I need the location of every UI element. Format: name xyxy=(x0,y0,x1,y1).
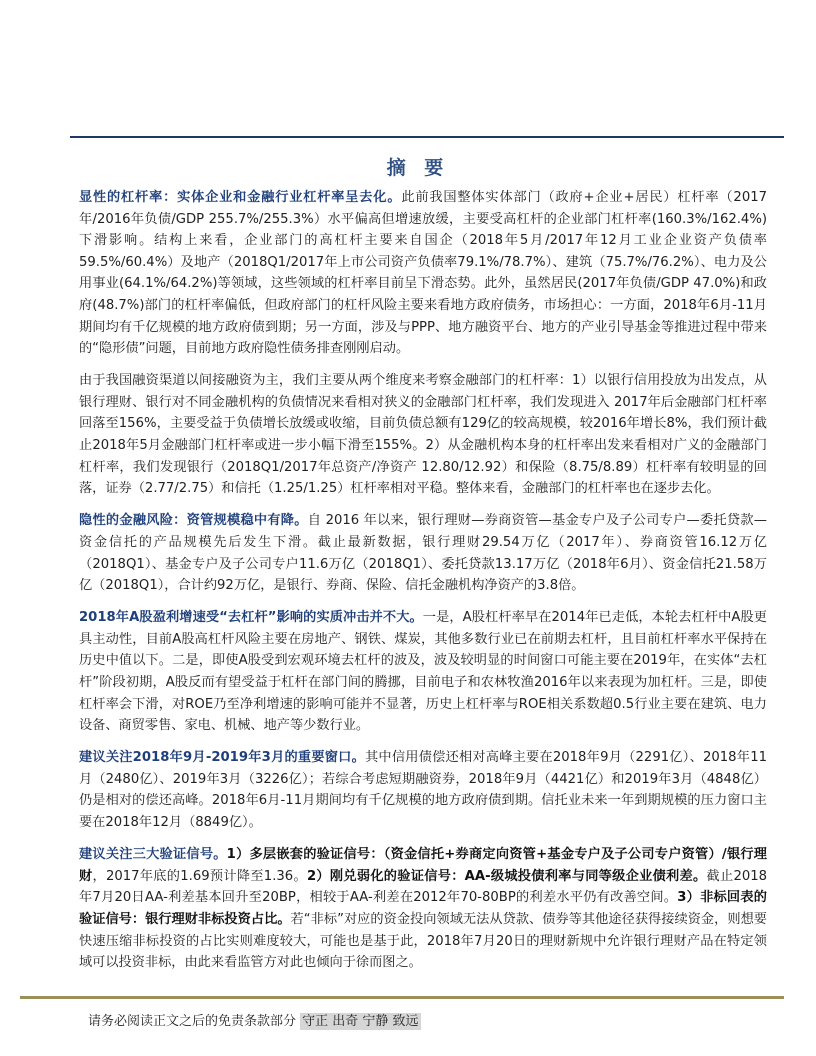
paragraph-heading: 显性的杠杆率：实体企业和金融行业杠杆率呈去化。 xyxy=(79,190,402,205)
page-title: 摘 要 xyxy=(386,157,450,179)
paragraph-heading: 隐性的金融风险：资管规模稳中有降。 xyxy=(79,513,308,529)
summary-body xyxy=(79,187,767,984)
footer-rule xyxy=(20,996,784,999)
paragraph-text: 一是，A股杠杆率早在2014年已走低，本轮去杠杆中A股更具主动性，目前A股高杠杆风险主要在房地产、钢铁、煤炭，其他多数行业已在前期去杠杆，且目前杠杆率水平保持在历史中值以下。二是，即使A股受到宏观环境去杠杆的波及，波及较明显的时间窗口可能主要在2019年，在实体“去杠杆”阶段初期，A股反而有望受益于杠杆在部门间的腾挪，目前电子和农林牧渔2016年以来表现为加杠杆。三是，即使杠杆率会下滑，对ROE乃至净利增速的影响可能并不显著，历史上杠杆率与ROE相关系数超0.5行业主要在建筑、电力设备、商贸零售、家电、机械、地产等少数行业。 xyxy=(79,610,767,734)
summary-paragraph xyxy=(79,607,767,737)
summary-paragraph xyxy=(79,370,767,500)
emphasis-text: 2）刚兑弱化的验证信号：AA-级城投债利率与同等级企业债利差。 xyxy=(306,868,707,884)
header-rule xyxy=(70,136,784,138)
emphasis-text: 3）非标回表的验证信号：银行理财非标投资占比。 xyxy=(79,890,767,927)
paragraph-text: 此前我国整体实体部门（政府+企业+居民）杠杆率（2017年/2016年负债/GDP 255.7%/255.3%）水平偏高但增速放缓，主要受高杠杆的企业部门杠杆率(160.3%/162.4%)下滑影响。结构上来看，企业部门的高杠杆主要来自国企（2018年5月/2017年12月工业企业资产负债率59.5%/60.4%）及地产（2018Q1/2017年上市公司资产负债率79.1%/78.7%）、建筑（75.7%/76.2%）、电力及公用事业(64.1%/64.2%)等领域，这些领域的杠杆率目前呈下滑态势。此外，虽然居民(2017年负债/GDP 47.0%)和政府(48.7%)部门的杠杆率偏低，但政府部门的杠杆风险主要来看地方政府债务，市场担心：一方面，2018年6月-11月期间均有千亿规模的地方政府债到期；另一方面，涉及与PPP、地方融资平台、地方的产业引导基金等推进过程中带来的“隐形债”问题，目前地方政府隐性债务排查刚刚启动。 xyxy=(79,190,767,357)
summary-paragraph xyxy=(79,747,767,833)
paragraph-heading: 2018年A股盈利增速受“去杠杆”影响的实质冲击并不大。 xyxy=(79,610,423,626)
summary-paragraph xyxy=(79,187,767,360)
company-motto: 守正 出奇 宁静 致远 xyxy=(302,1014,419,1029)
paragraph-text: ，2017年底的1.69预计降至1.36。 xyxy=(92,868,307,884)
footer xyxy=(88,1010,421,1029)
paragraph-text: 截止2018年7月20日AA-利差基本回升至20BP，相较于AA-利差在2012年70-80BP的利差水平仍有改善空间。 xyxy=(79,868,768,906)
summary-paragraph xyxy=(79,844,767,974)
paragraph-text: 自 2016 年以来，银行理财—券商资管—基金专户及子公司专户—委托贷款—资金信托的产品规模先后发生下滑。截止最新数据，银行理财29.54万亿（2017年）、券商资管16.12万亿（2018Q1）、基金专户及子公司专户11.6万亿（2018Q1）、委托贷款13.17万亿（2018年6月）、资金信托21.58万亿（2018Q1），合计约92万亿，是银行、券商、保险、信托金融机构净资产的3.8倍。 xyxy=(79,513,767,594)
summary-paragraph xyxy=(79,510,767,596)
paragraph-text: 其中信用债偿还相对高峰主要在2018年9月（2291亿）、2018年11月（2480亿）、2019年3月（3226亿）；若综合考虑短期融资券，2018年9月（4421亿）和2019年3月（4848亿）仍是相对的偿还高峰。2018年6月-11月期间均有千亿规模的地方政府债到期。信托业未来一年到期规模的压力窗口主要在2018年12月（8849亿）。 xyxy=(79,750,767,831)
paragraph-heading: 建议关注2018年9月-2019年3月的重要窗口。 xyxy=(79,750,366,766)
paragraph-heading: 建议关注三大验证信号。 xyxy=(79,847,227,863)
emphasis-text: 1）多层嵌套的验证信号：（资金信托+券商定向资管+基金专户及子公司专户资管）/银行理财 xyxy=(79,847,767,884)
paragraph-text: 由于我国融资渠道以间接融资为主，我们主要从两个维度来考察金融部门的杠杆率：1）以银行信用投放为出发点，从银行理财、银行对不同金融机构的负债情况来看相对狭义的金融部门杠杆率，我们发现进入 2017年后金融部门杠杆率回落至156%，主要受益于负债增长放缓或收缩，目前负债总额有129亿的较高规模，较2016年增长8%，我们预计截止2018年5月金融部门杠杆率或进一步小幅下滑至155%。2）从金融机构本身的杠杆率出发来看相对广义的金融部门杠杆率，我们发现银行（2018Q1/2017年总资产/净资产 12.80/12.92）和保险（8.75/8.89）杠杆率有较明显的回落，证券（2.77/2.75）和信托（1.25/1.25）杠杆率相对平稳。整体来看，金融部门的杠杆率也在逐步去化。 xyxy=(79,373,767,497)
paragraph-text: 若“非标”对应的资金投向领域无法从贷款、债券等其他途径获得接续资金，则想要快速压缩非标投资的占比实则难度较大，可能也是基于此，2018年7月20日的理财新规中允许银行理财产品在特定领域可以投资非标，由此来看监管方对此也倾向于徐而图之。 xyxy=(79,911,767,971)
disclaimer-text: 请务必阅读正文之后的免责条款部分 xyxy=(88,1014,297,1029)
